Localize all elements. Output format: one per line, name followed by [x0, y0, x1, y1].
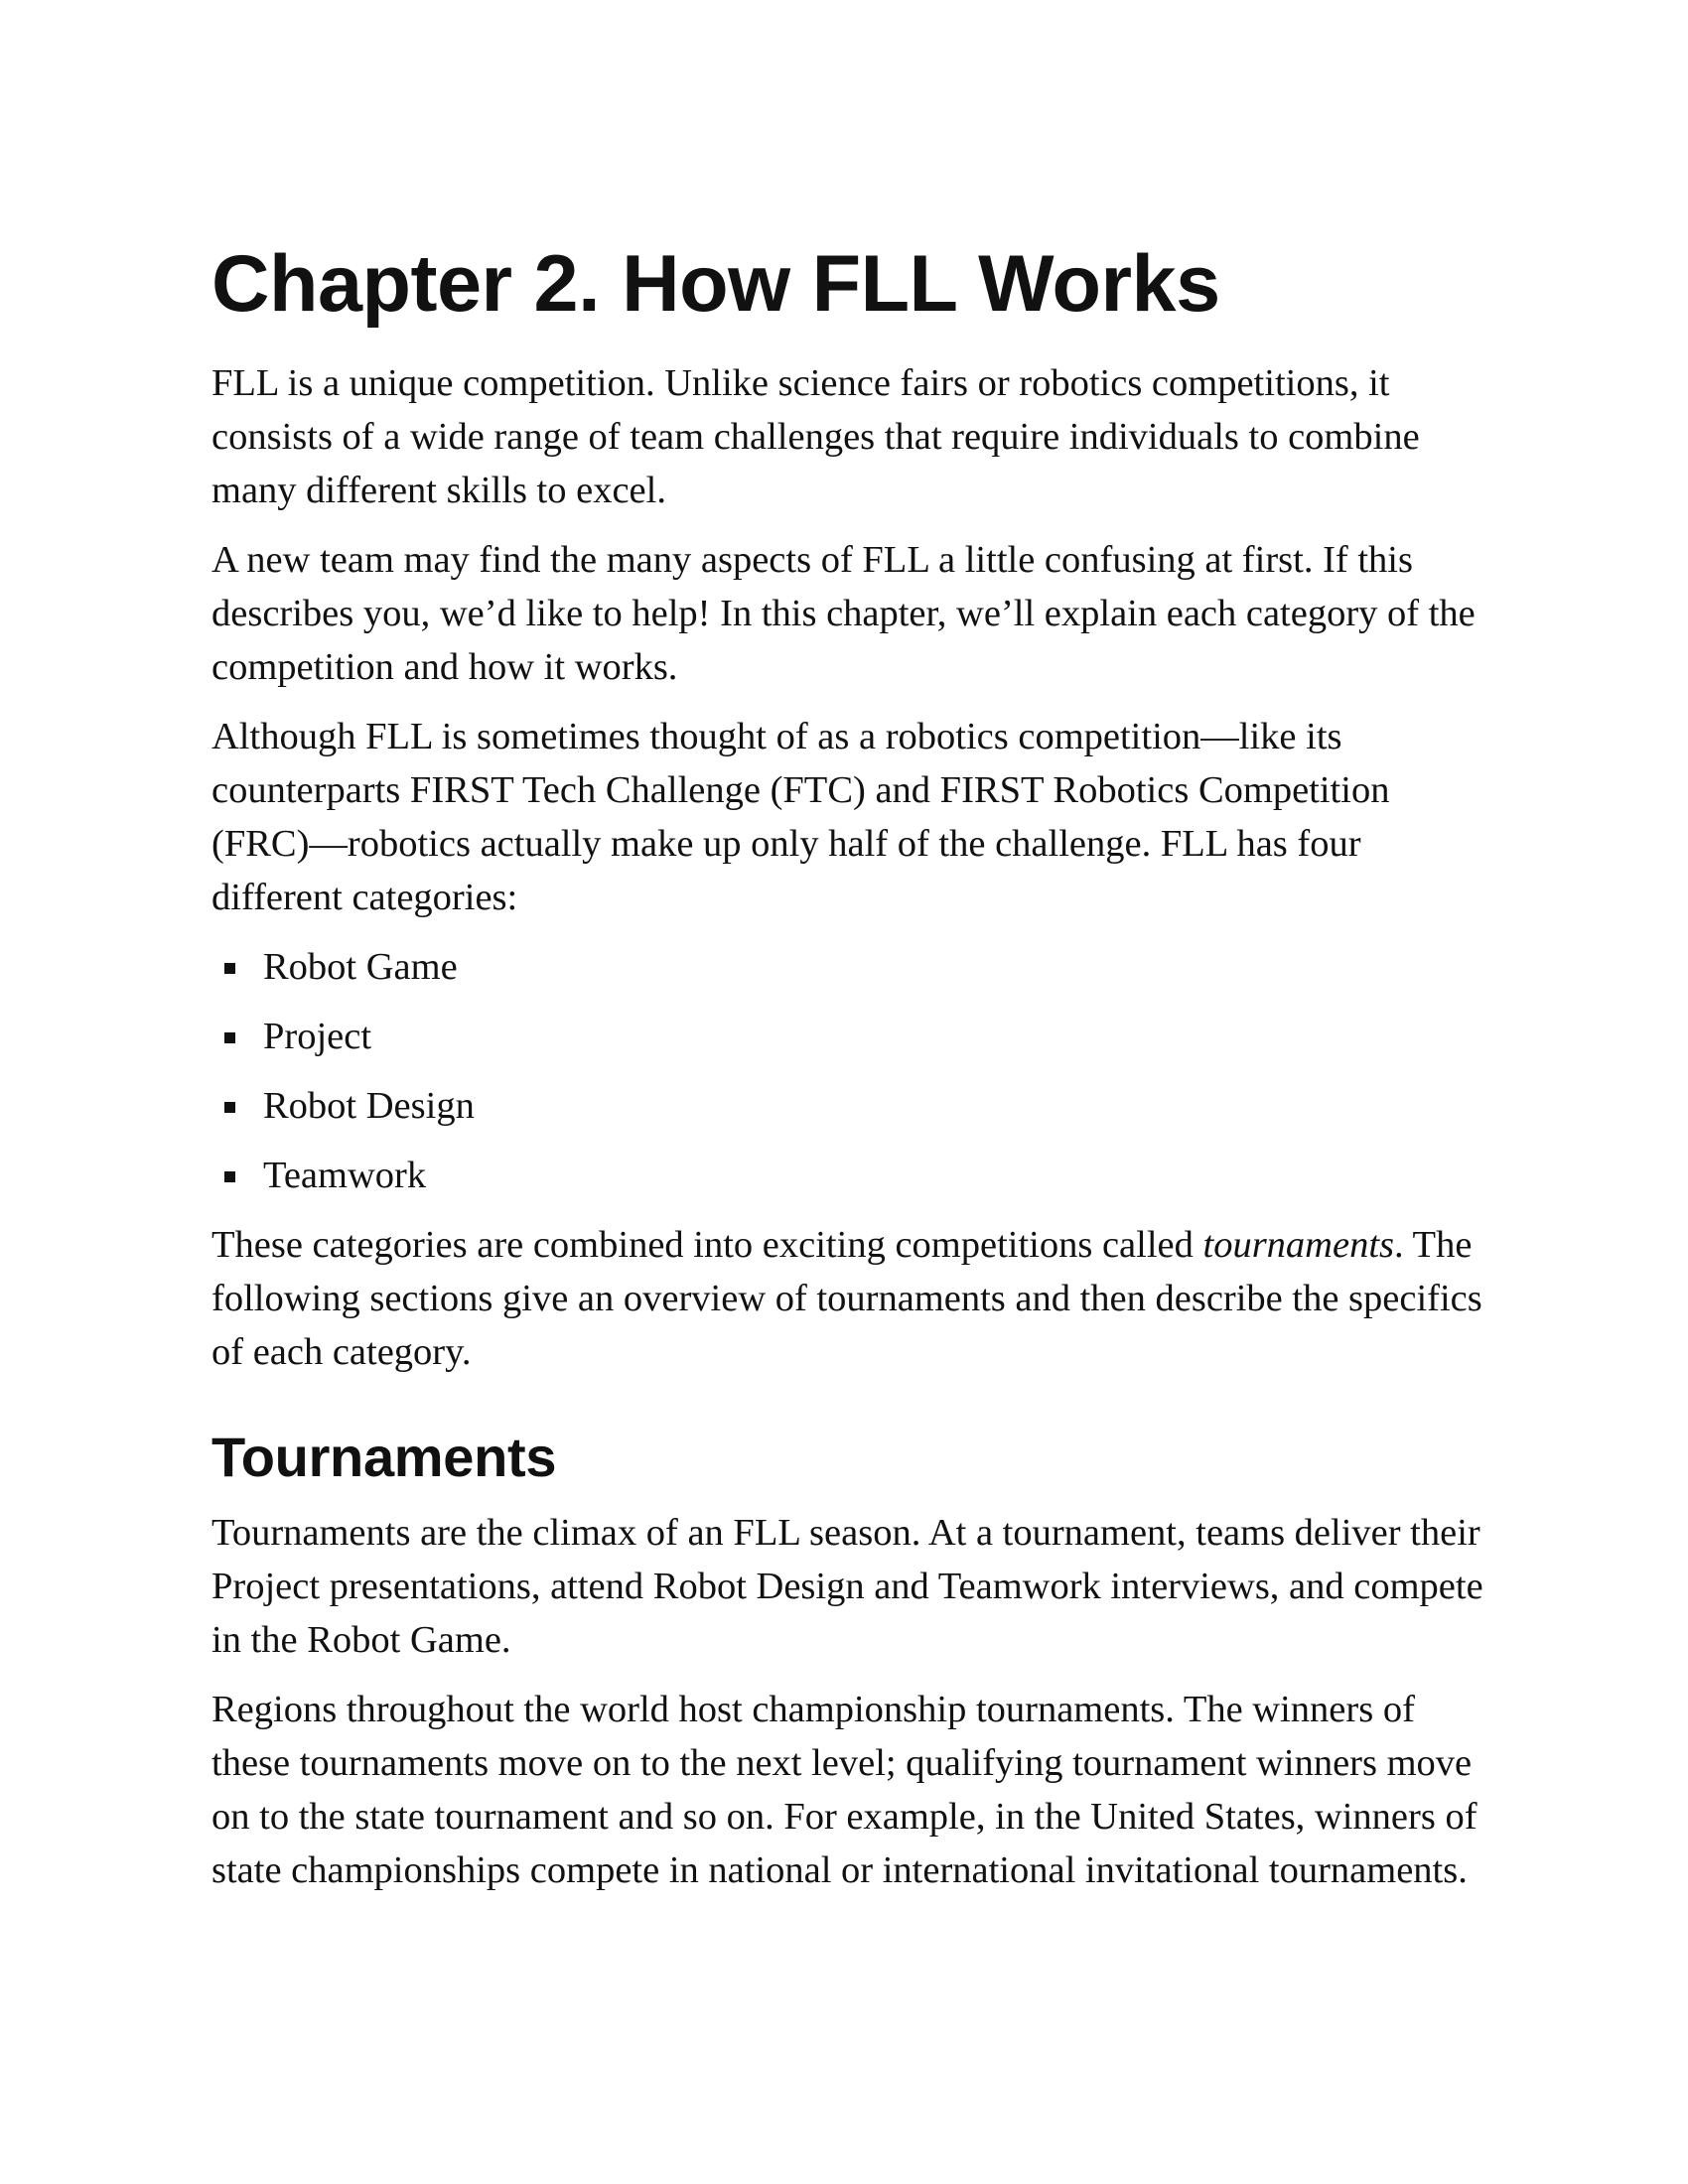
- intro-paragraph-1: FLL is a unique competition. Unlike science fairs or robotics competitions, it consists of a wide range of team challenges that require individuals to combine many different skills to excel.: [211, 362, 1420, 511]
- summary-text-start: These categories are combined into exciting competitions called: [211, 1224, 1203, 1266]
- square-bullet-icon: [224, 1032, 235, 1043]
- categories-summary-paragraph: [211, 1218, 1492, 1379]
- chapter-title: Chapter 2. How FLL Works: [211, 239, 1220, 329]
- square-bullet-icon: [224, 1102, 235, 1113]
- list-item: [211, 940, 1492, 994]
- list-item-label: Robot Design: [263, 1085, 475, 1127]
- list-item: [211, 1149, 1492, 1202]
- list-item-label: Teamwork: [263, 1155, 427, 1196]
- summary-text-end: . The following sections give an overview of tournaments and then describe the specifics of each category.: [211, 1224, 1482, 1373]
- intro-paragraph-2: A new team may find the many aspects of FLL a little confusing at first. If this describes you, we’d like to help! In this chapter, we’ll explain each category of the competition and how it works.: [211, 539, 1476, 688]
- categories-list: [211, 940, 1492, 1202]
- tournaments-paragraph-2: Regions throughout the world host championship tournaments. The winners of these tournaments move on to the next level; qualifying tournament winners move on to the state tournament and so on. For example, in the United States, winners of state championships compete in national or international invitational tournaments.: [211, 1689, 1477, 1891]
- square-bullet-icon: [224, 963, 235, 974]
- list-item-label: Robot Game: [263, 946, 458, 988]
- emphasized-term: tournaments: [1202, 1224, 1394, 1266]
- document-page: [211, 236, 1492, 1913]
- list-item: [211, 1079, 1492, 1133]
- tournaments-paragraph-1: Tournaments are the climax of an FLL season. At a tournament, teams deliver their Project presentations, attend Robot Design and Teamwork interviews, and compete in the Robot Game.: [211, 1512, 1483, 1661]
- list-item: [211, 1010, 1492, 1063]
- intro-paragraph-3: Although FLL is sometimes thought of as a robotics competition—like its counterparts FIRST Tech Challenge (FTC) and FIRST Robotics Competition (FRC)—robotics actually make up only half of the challenge. FLL has four different categories:: [211, 716, 1390, 918]
- section-heading-tournaments: Tournaments: [211, 1426, 557, 1488]
- square-bullet-icon: [224, 1171, 235, 1182]
- list-item-label: Project: [263, 1016, 372, 1057]
